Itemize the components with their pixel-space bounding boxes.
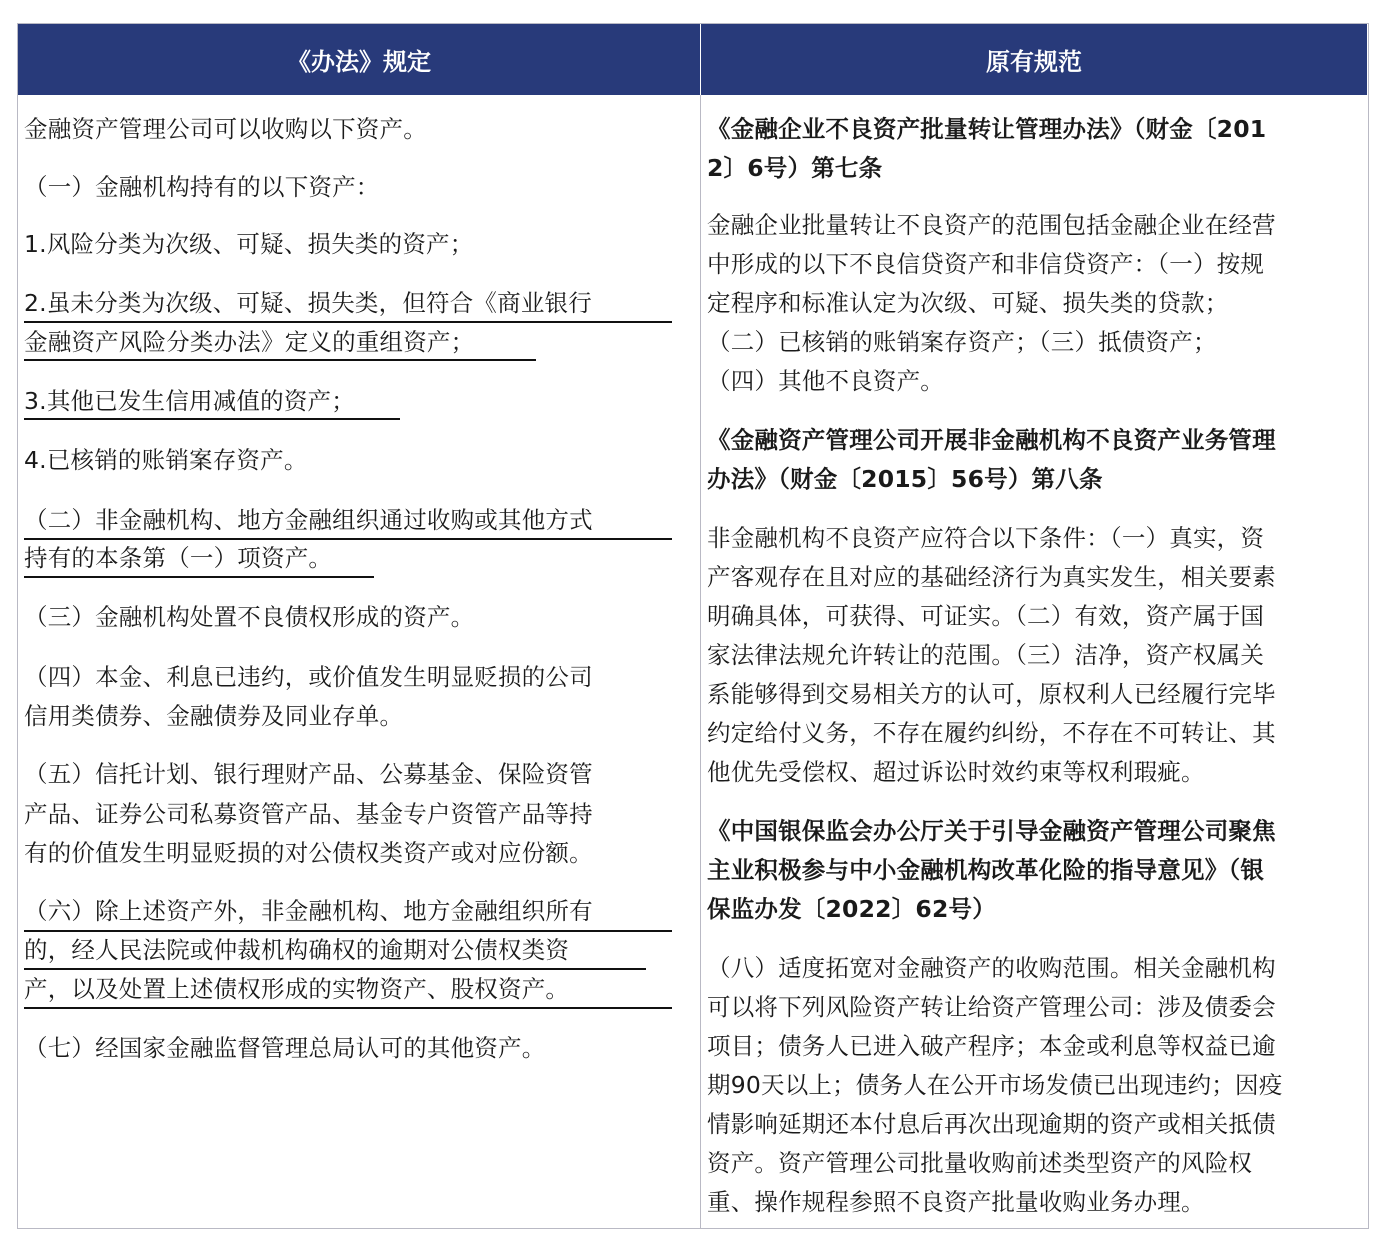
header-left-label: 《办法》规定 (287, 48, 431, 76)
right-text-1-line-1: 金融企业批量转让不良资产的范围包括金融企业在经营 (707, 211, 1276, 239)
right-text-2-line-5: 系能够得到交易相关方的认可，原权利人已经履行完毕 (707, 680, 1276, 708)
right-text-3-line-3: 项目；债务人已进入破产程序；本金或利息等权益已逾 (707, 1032, 1276, 1060)
right-text-2-line-7: 他优先受偿权、超过诉讼时效约束等权利瑕疵。 (707, 758, 1205, 786)
left-para-6-line-1: （二）非金融机构、地方金融组织通过收购或其他方式 (24, 506, 593, 534)
right-text-2-line-3: 明确具体，可获得、可证实。（二）有效，资产属于国 (707, 602, 1265, 630)
underline (24, 359, 536, 361)
underline (24, 576, 374, 578)
left-para-4: 3.其他已发生信用减值的资产； (24, 387, 355, 415)
left-para-10-line-3: 产，以及处置上述债权形成的实物资产、股权资产。 (24, 975, 570, 1003)
right-text-1-line-2: 中形成的以下不良信贷资产和非信贷资产：（一）按规 (707, 250, 1265, 278)
left-para-7: （三）金融机构处置不良债权形成的资产。 (24, 603, 475, 631)
left-para-10-line-2: 的，经人民法院或仲裁机构确权的逾期对公债权类资 (24, 936, 570, 964)
right-text-1-line-4: （二）已核销的账销案存资产；（三）抵债资产； (707, 328, 1217, 356)
left-para-1: （一）金融机构持有的以下资产： (24, 173, 380, 201)
right-text-3-line-1: （八）适度拓宽对金融资产的收购范围。相关金融机构 (707, 954, 1276, 982)
right-text-3-line-6: 资产。资产管理公司批量收购前述类型资产的风险权 (707, 1149, 1253, 1177)
right-heading-1-line-2: 2〕6号）第七条 (707, 154, 883, 182)
left-para-6-line-2: 持有的本条第（一）项资产。 (24, 544, 333, 572)
underline (24, 418, 400, 420)
underline (24, 538, 672, 540)
right-heading-3-line-1: 《中国银保监会办公厅关于引导金融资产管理公司聚焦 (707, 817, 1276, 845)
right-heading-1-line-1: 《金融企业不良资产批量转让管理办法》（财金〔201 (707, 115, 1267, 143)
left-para-8-line-2: 信用类债券、金融债券及同业存单。 (24, 702, 404, 730)
right-text-3-line-2: 可以将下列风险资产转让给资产管理公司：涉及债委会 (707, 993, 1276, 1021)
right-heading-2-line-1: 《金融资产管理公司开展非金融机构不良资产业务管理 (707, 426, 1276, 454)
header-right (701, 24, 1367, 95)
right-text-1-line-3: 定程序和标准认定为次级、可疑、损失类的贷款； (707, 289, 1229, 317)
left-column (18, 95, 701, 1228)
left-para-10-line-1: （六）除上述资产外，非金融机构、地方金融组织所有 (24, 897, 593, 925)
left-para-5: 4.已核销的账销案存资产。 (24, 446, 308, 474)
right-text-2-line-2: 产客观存在且对应的基础经济行为真实发生，相关要素 (707, 563, 1276, 591)
underline (24, 321, 672, 323)
right-heading-2-line-2: 办法》（财金〔2015〕56号）第八条 (707, 465, 1103, 493)
right-text-3-line-5: 情影响延期还本付息后再次出现逾期的资产或相关抵债 (707, 1110, 1276, 1138)
right-text-3-line-7: 重、操作规程参照不良资产批量收购业务办理。 (707, 1188, 1205, 1216)
left-para-9-line-1: （五）信托计划、银行理财产品、公募基金、保险资管 (24, 760, 593, 788)
left-para-11: （七）经国家金融监督管理总局认可的其他资产。 (24, 1034, 546, 1062)
left-para-3-line-1: 2.虽未分类为次级、可疑、损失类，但符合《商业银行 (24, 289, 592, 317)
left-para-9-line-3: 有的价值发生明显贬损的对公债权类资产或对应份额。 (24, 839, 593, 867)
underline (24, 1007, 672, 1009)
right-text-1-line-5: （四）其他不良资产。 (707, 367, 944, 395)
comparison-table (17, 23, 1369, 1229)
left-para-0: 金融资产管理公司可以收购以下资产。 (24, 115, 427, 143)
right-text-2-line-6: 约定给付义务，不存在履约纠纷，不存在不可转让、其 (707, 719, 1276, 747)
left-para-8-line-1: （四）本金、利息已违约，或价值发生明显贬损的公司 (24, 663, 593, 691)
left-para-9-line-2: 产品、证券公司私募资管产品、基金专户资管产品等持 (24, 800, 593, 828)
right-heading-3-line-2: 主业积极参与中小金融机构改革化险的指导意见》（银 (707, 856, 1265, 884)
left-para-2: 1.风险分类为次级、可疑、损失类的资产； (24, 230, 474, 258)
right-text-2-line-4: 家法律法规允许转让的范围。（三）洁净，资产权属关 (707, 641, 1265, 669)
left-para-3-line-2: 金融资产风险分类办法》定义的重组资产； (24, 328, 475, 356)
header-left (18, 24, 701, 95)
right-text-3-line-4: 期90天以上；债务人在公开市场发债已出现违约；因疫 (707, 1071, 1283, 1099)
underline (24, 968, 646, 970)
right-column (701, 95, 1367, 1228)
right-heading-3-line-3: 保监办发〔2022〕62号） (707, 895, 996, 923)
header-right-label: 原有规范 (986, 48, 1082, 76)
underline (24, 930, 672, 932)
right-text-2-line-1: 非金融机构不良资产应符合以下条件：（一）真实，资 (707, 524, 1265, 552)
